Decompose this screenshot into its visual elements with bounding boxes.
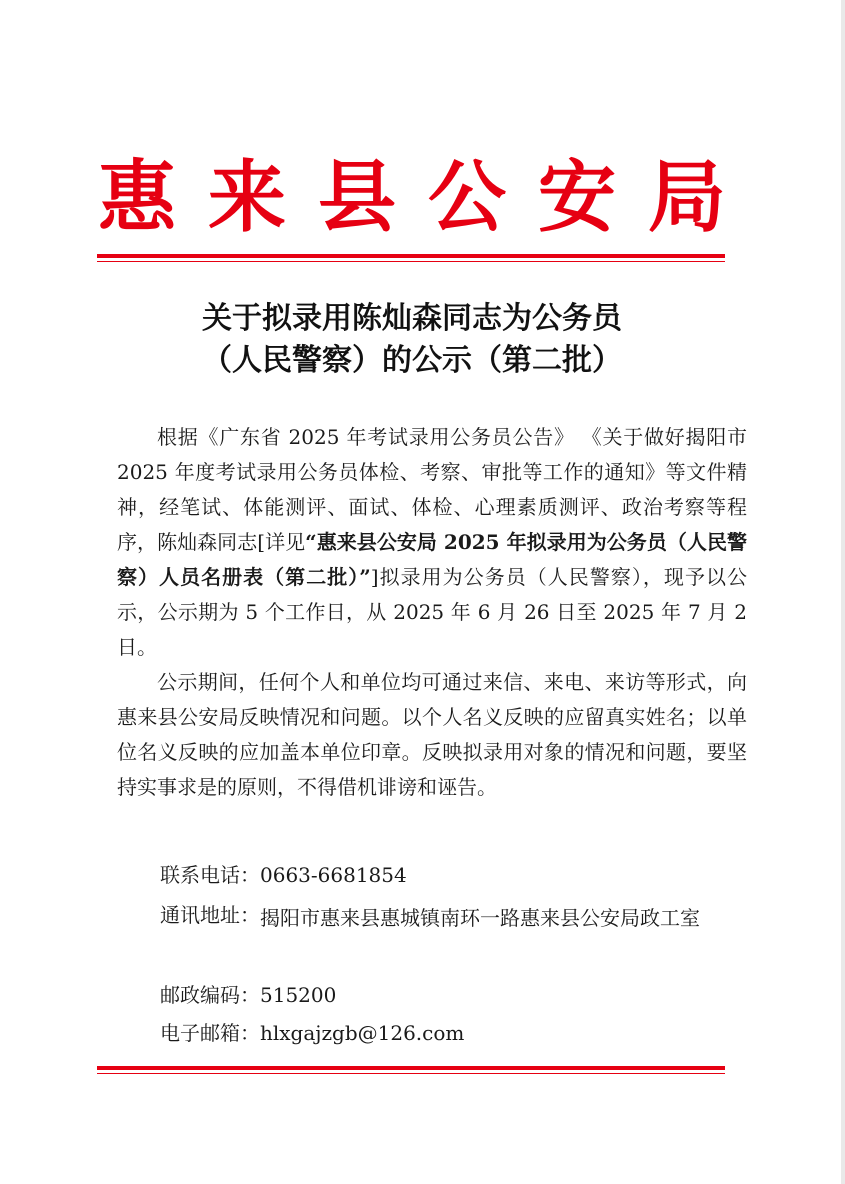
contact-phone (160, 858, 407, 893)
paragraph-text: ]拟录用为公务员（人民警察），现予以公示，公示期为 5 个工作日，从 2025 年 6 月 26 日至 2025 年 7 月 2 日。 (117, 565, 747, 659)
masthead-char: 惠 (98, 151, 177, 243)
masthead-char: 县 (317, 151, 396, 243)
address-value: 揭阳市惠来县惠城镇南环一路惠来县公安局政工室 (260, 906, 700, 930)
page-edge-shadow (841, 0, 845, 1184)
document-body (117, 420, 747, 805)
address-label: 通讯地址： (160, 903, 260, 927)
title-line-1: 关于拟录用陈灿森同志为公务员 (202, 301, 622, 336)
red-divider-top (97, 254, 725, 262)
email-label: 电子邮箱： (160, 1021, 260, 1045)
masthead-char: 安 (537, 151, 616, 243)
phone-value: 0663-6681854 (260, 863, 407, 887)
email-value: hlxgajzgb@126.com (260, 1021, 465, 1045)
masthead-char: 局 (647, 151, 726, 243)
contact-email (160, 1016, 464, 1051)
contact-address (160, 898, 760, 938)
masthead-title (98, 150, 726, 245)
masthead-char: 来 (207, 151, 286, 243)
paragraph-feedback: 公示期间，任何个人和单位均可通过来信、来电、来访等形式，向惠来县公安局反映情况和问题。以个人名义反映的应留真实姓名；以单位名义反映的应加盖本单位印章。反映拟录用对象的情况和问题，要坚持实事求是的原则，不得借机诽谤和诬告。 (117, 670, 747, 799)
paragraph-basis (117, 420, 747, 665)
paragraph-text: 根据《广东省 2025 年考试录用公务员公告》 《关于做好揭阳市 2025 年度考试录用公务员体检、考察、审批等工作的通知》等文件精神，经笔试、体能测评、面试、体检、心理素质测评、政治考察等程序，陈灿森同志[详见 (117, 425, 747, 554)
postcode-label: 邮政编码： (160, 983, 260, 1007)
document-title (98, 298, 726, 382)
contact-postcode (160, 978, 336, 1013)
masthead-char: 公 (427, 151, 506, 243)
roster-reference: “惠来县公安局 2025 年拟录用为公务员（人民警察）人员名册表（第二批）” (117, 530, 747, 589)
red-divider-bottom (97, 1066, 725, 1074)
postcode-value: 515200 (260, 983, 337, 1007)
phone-label: 联系电话： (160, 863, 260, 887)
title-line-2: （人民警察）的公示（第二批） (202, 343, 622, 378)
